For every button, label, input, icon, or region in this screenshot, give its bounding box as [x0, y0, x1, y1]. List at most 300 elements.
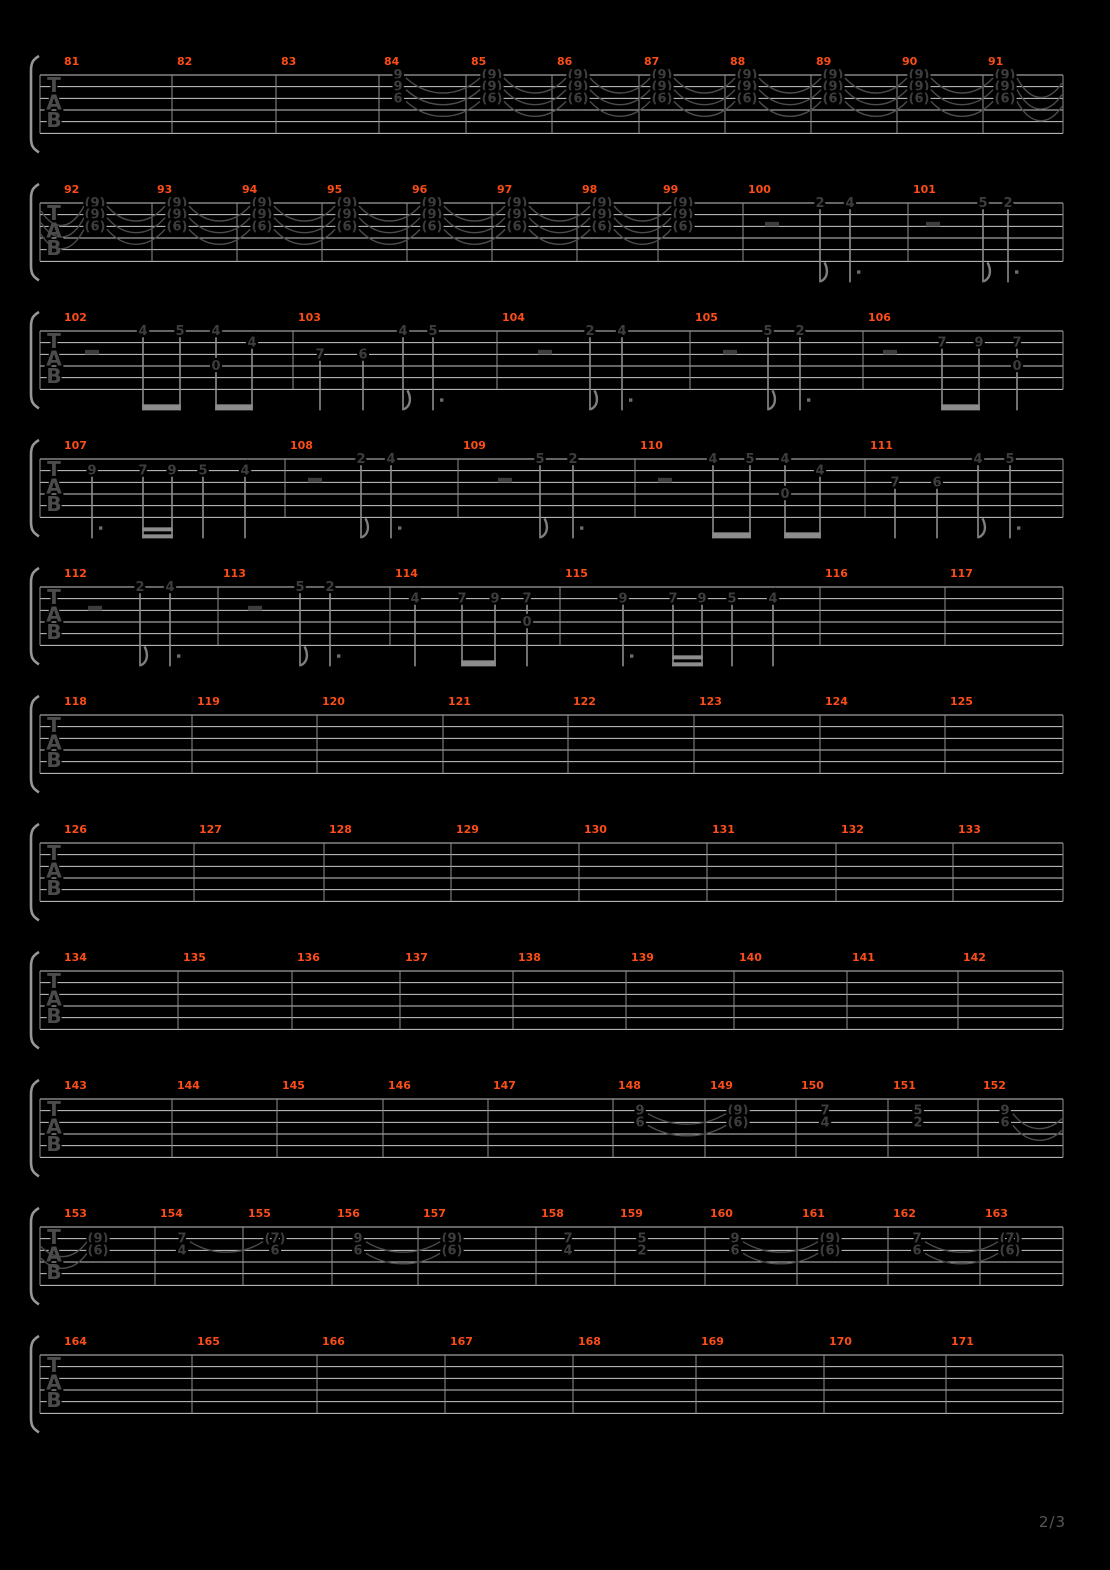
measure-number: 113	[223, 567, 246, 580]
measure-number: 93	[157, 183, 173, 196]
fret-number: (7)	[999, 1231, 1021, 1247]
tie	[359, 218, 420, 233]
tie	[1017, 90, 1062, 109]
eighth-flag	[984, 262, 990, 281]
tie	[406, 101, 480, 116]
measure	[497, 311, 632, 410]
measure-number: 97	[497, 183, 513, 196]
fret-number: (9)	[166, 207, 188, 223]
tab-clef	[46, 585, 62, 644]
measure-number: 124	[825, 695, 848, 708]
fret-number: (6)	[166, 219, 188, 235]
tie	[529, 229, 590, 244]
half-rest	[498, 478, 512, 483]
tie	[189, 229, 250, 244]
fret-number: 4	[845, 196, 855, 211]
tie	[359, 229, 420, 244]
tab-clef-letter: A	[46, 1370, 62, 1395]
tie	[759, 78, 821, 93]
measure-number: 169	[701, 1335, 724, 1348]
system-bracket	[31, 952, 39, 1048]
measure-number: 165	[197, 1335, 220, 1348]
measure-number: 129	[456, 823, 479, 836]
fret-number: (9)	[591, 207, 613, 223]
tab-clef-letter: B	[46, 876, 62, 901]
system-bracket	[31, 1208, 39, 1304]
staff-system	[31, 1079, 1063, 1176]
staff-system	[31, 823, 1063, 920]
measure-number: 156	[337, 1207, 360, 1220]
tie	[614, 206, 671, 221]
fret-number: (9)	[672, 207, 694, 223]
measure-number: 130	[584, 823, 607, 836]
beam	[142, 534, 173, 538]
measure-number: 94	[242, 183, 258, 196]
fret-number: (6)	[994, 91, 1016, 107]
measure-number: 161	[802, 1207, 825, 1220]
measure-number: 164	[64, 1335, 87, 1348]
half-rest	[248, 606, 262, 611]
measure-number: 151	[893, 1079, 916, 1092]
fret-number: (9)	[591, 196, 613, 211]
fret-number: (9)	[819, 1231, 841, 1247]
fret-number: 5	[637, 1231, 647, 1247]
tab-clef	[46, 201, 62, 260]
fret-number: (9)	[481, 79, 503, 95]
tie	[359, 206, 420, 221]
tab-clef-letter: B	[46, 492, 62, 517]
measure-number: 159	[620, 1207, 643, 1220]
tab-clef-letter: T	[47, 969, 61, 993]
measure-number: 99	[663, 183, 679, 196]
measure-number: 83	[281, 55, 297, 68]
staff-system	[31, 1207, 1063, 1304]
fret-number: (9)	[506, 196, 528, 211]
fret-number: 2	[585, 324, 595, 339]
measure-number: 167	[450, 1335, 473, 1348]
measure	[390, 567, 527, 666]
fret-number: (9)	[994, 79, 1016, 95]
tie	[107, 206, 165, 221]
tab-clef-letter: A	[46, 730, 62, 755]
eighth-flag	[141, 646, 147, 665]
measure-number: 141	[852, 951, 875, 964]
fret-number: 5	[745, 452, 755, 467]
half-rest	[658, 478, 672, 483]
fret-number: 9	[974, 335, 984, 351]
measure-number: 100	[748, 183, 771, 196]
fret-number: (9)	[84, 207, 106, 223]
tab-clef-letter: T	[47, 585, 61, 609]
tab-clef-letter: T	[47, 841, 61, 865]
measure	[560, 567, 773, 666]
tab-clef-letter: A	[46, 346, 62, 371]
measure-number: 154	[160, 1207, 183, 1220]
fret-number: 4	[138, 324, 148, 339]
measure	[458, 439, 583, 538]
tie	[504, 78, 566, 93]
fret-number: (9)	[727, 1103, 749, 1119]
half-rest	[88, 606, 102, 611]
tab-clef-letter: T	[47, 1097, 61, 1121]
tab-clef-letter: A	[46, 602, 62, 627]
tab-clef	[46, 841, 62, 900]
staff-system	[31, 567, 1063, 666]
staff-system	[31, 311, 1063, 410]
fret-number: 4	[240, 463, 250, 479]
measure-number: 152	[983, 1079, 1006, 1092]
beam	[941, 404, 980, 410]
measure-number: 104	[502, 311, 525, 324]
fret-number: 9	[618, 591, 628, 607]
measure-number: 125	[950, 695, 973, 708]
rhythm-dot	[337, 654, 340, 657]
fret-number: 9	[635, 1103, 645, 1119]
fret-number: (6)	[819, 1243, 841, 1259]
fret-number: 4	[177, 1243, 187, 1259]
half-rest	[883, 350, 897, 355]
system-bracket	[31, 824, 39, 920]
fret-number: 7	[522, 591, 532, 607]
fret-number: 5	[428, 324, 438, 339]
rhythm-dot	[630, 654, 633, 657]
measure	[863, 311, 1063, 410]
fret-number: (6)	[336, 219, 358, 235]
rhythm-dot	[1015, 270, 1018, 273]
tie	[931, 101, 993, 116]
staff-system	[31, 695, 1063, 792]
system-bracket	[31, 440, 39, 536]
fret-number: 4	[617, 324, 627, 339]
tab-clef-letter: B	[46, 1004, 62, 1029]
fret-number: 5	[175, 324, 185, 339]
fret-number: (9)	[567, 68, 589, 83]
measure-number: 114	[395, 567, 418, 580]
measure-number: 166	[322, 1335, 345, 1348]
fret-number: 4	[165, 580, 175, 595]
measure-number: 147	[493, 1079, 516, 1092]
tie	[444, 218, 505, 233]
tab-clef-letter: T	[47, 457, 61, 481]
fret-number: (7)	[264, 1231, 286, 1247]
eighth-flag	[591, 390, 597, 409]
fret-number: 7	[315, 347, 325, 363]
tab-clef-letter: A	[46, 986, 62, 1011]
fret-number: 4	[820, 1115, 830, 1131]
fret-number: 9	[697, 591, 707, 607]
fret-number: 6	[270, 1243, 280, 1259]
fret-number: (6)	[736, 91, 758, 107]
fret-number: (9)	[567, 79, 589, 95]
eighth-flag	[979, 518, 985, 537]
beam	[784, 532, 821, 538]
fret-number: 7	[937, 335, 947, 351]
fret-number: 9	[393, 79, 403, 95]
tie	[1017, 101, 1062, 120]
fret-number: (9)	[908, 68, 930, 83]
measure-number: 155	[248, 1207, 271, 1220]
fret-number: 0	[211, 359, 221, 375]
measure-number: 122	[573, 695, 596, 708]
fret-number: (9)	[651, 68, 673, 83]
measure-number: 101	[913, 183, 936, 196]
tie	[274, 206, 335, 221]
fret-number: (6)	[84, 219, 106, 235]
measure-number: 137	[405, 951, 428, 964]
measure-number: 168	[578, 1335, 601, 1348]
fret-number: (6)	[481, 91, 503, 107]
fret-number: 9	[353, 1231, 363, 1247]
tie	[107, 229, 165, 244]
fret-number: 0	[780, 487, 790, 503]
tab-clef	[46, 1225, 62, 1284]
measure-number: 81	[64, 55, 80, 68]
fret-number: 7	[912, 1231, 922, 1247]
measure-number: 120	[322, 695, 345, 708]
fret-number: 5	[535, 452, 545, 467]
fret-number: 9	[393, 68, 403, 83]
tie	[614, 229, 671, 244]
tie	[845, 101, 907, 116]
measure-number: 96	[412, 183, 428, 196]
measure-number: 133	[958, 823, 981, 836]
fret-number: 2	[356, 452, 366, 467]
rhythm-dot	[177, 654, 180, 657]
fret-number: (9)	[441, 1231, 463, 1247]
measure-number: 117	[950, 567, 973, 580]
measure-number: 160	[710, 1207, 733, 1220]
fret-number: (6)	[421, 219, 443, 235]
measure-number: 127	[199, 823, 222, 836]
half-rest	[538, 350, 552, 355]
measure-number: 163	[985, 1207, 1008, 1220]
tie	[504, 101, 566, 116]
fret-number: 4	[708, 452, 718, 467]
fret-number: (6)	[999, 1243, 1021, 1259]
tab-clef	[46, 1353, 62, 1412]
tie	[931, 78, 993, 93]
fret-number: 6	[358, 347, 368, 363]
fret-number: 4	[768, 591, 778, 607]
tie	[406, 90, 480, 105]
measure-number: 87	[644, 55, 660, 68]
fret-number: 7	[563, 1231, 573, 1247]
measure-number: 92	[64, 183, 80, 196]
tab-clef	[46, 457, 62, 516]
fret-number: (6)	[567, 91, 589, 107]
fret-number: 5	[763, 324, 773, 339]
tie	[931, 90, 993, 105]
fret-number: (9)	[506, 207, 528, 223]
beam	[461, 660, 496, 666]
measure-number: 126	[64, 823, 87, 836]
tie	[107, 218, 165, 233]
tie	[529, 206, 590, 221]
tab-clef-letter: B	[46, 1132, 62, 1157]
measure-number: 142	[963, 951, 986, 964]
system-bracket	[31, 184, 39, 280]
fret-number: (6)	[651, 91, 673, 107]
measure-number: 98	[582, 183, 598, 196]
measure-number: 107	[64, 439, 87, 452]
eighth-flag	[821, 262, 827, 281]
measure-number: 146	[388, 1079, 411, 1092]
tie	[845, 90, 907, 105]
measure-number: 88	[730, 55, 746, 68]
tie	[189, 206, 250, 221]
fret-number: 4	[815, 463, 825, 479]
tie	[759, 90, 821, 105]
fret-number: (9)	[672, 196, 694, 211]
eighth-flag	[769, 390, 775, 409]
fret-number: (9)	[736, 79, 758, 95]
half-rest	[308, 478, 322, 483]
tab-clef-letter: T	[47, 713, 61, 737]
tie	[614, 218, 671, 233]
fret-number: 4	[398, 324, 408, 339]
fret-number: 7	[1012, 335, 1022, 351]
fret-number: 5	[1005, 452, 1015, 467]
fret-number: 2	[135, 580, 145, 595]
tie	[274, 229, 335, 244]
measure	[635, 439, 821, 538]
fret-number: 2	[913, 1115, 923, 1131]
measure-number: 106	[868, 311, 891, 324]
system-bracket	[31, 312, 39, 408]
rhythm-dot	[580, 526, 583, 529]
system-bracket	[31, 696, 39, 792]
measure-number: 150	[801, 1079, 824, 1092]
tab-clef	[46, 969, 62, 1028]
measure-number: 115	[565, 567, 588, 580]
fret-number: (9)	[166, 196, 188, 211]
half-rest	[926, 222, 940, 227]
fret-number: 2	[815, 196, 825, 211]
measure-number: 153	[64, 1207, 87, 1220]
fret-number: 4	[386, 452, 396, 467]
measure-number: 95	[327, 183, 343, 196]
fret-number: 6	[932, 475, 942, 491]
measure-number: 171	[951, 1335, 974, 1348]
measure-number: 112	[64, 567, 87, 580]
tie	[444, 206, 505, 221]
fret-number: (9)	[84, 196, 106, 211]
measure-number: 139	[631, 951, 654, 964]
tie	[1013, 1125, 1062, 1140]
tie	[759, 101, 821, 116]
tie	[504, 90, 566, 105]
tab-clef-letter: A	[46, 1242, 62, 1267]
tab-clef	[46, 713, 62, 772]
measure-number: 138	[518, 951, 541, 964]
fret-number: (9)	[651, 79, 673, 95]
measure-number: 102	[64, 311, 87, 324]
measure-number: 90	[902, 55, 918, 68]
measure-number: 144	[177, 1079, 200, 1092]
fret-number: 7	[668, 591, 678, 607]
eighth-flag	[404, 390, 410, 409]
staff-system	[31, 439, 1063, 538]
measure-number: 145	[282, 1079, 305, 1092]
fret-number: (9)	[336, 196, 358, 211]
tab-clef-letter: T	[47, 329, 61, 353]
fret-number: 5	[295, 580, 305, 595]
tie	[189, 218, 250, 233]
fret-number: 4	[973, 452, 983, 467]
beam	[712, 532, 751, 538]
measure	[40, 439, 245, 538]
page-indicator: 2/3	[1038, 1513, 1066, 1531]
tie	[674, 90, 735, 105]
measure	[218, 567, 340, 666]
fret-number: (6)	[908, 91, 930, 107]
measure-number: 109	[463, 439, 486, 452]
tab-clef-letter: B	[46, 1260, 62, 1285]
measure-number: 89	[816, 55, 832, 68]
rhythm-dot	[440, 398, 443, 401]
fret-number: 5	[978, 196, 988, 211]
measure-number: 111	[870, 439, 893, 452]
fret-number: 4	[563, 1243, 573, 1259]
tab-clef-letter: A	[46, 858, 62, 883]
staff-system	[31, 55, 1063, 152]
fret-number: 6	[1000, 1115, 1010, 1131]
measure-number: 143	[64, 1079, 87, 1092]
fret-number: 4	[211, 324, 221, 339]
fret-number: 7	[177, 1231, 187, 1247]
fret-number: (9)	[822, 79, 844, 95]
tab-clef	[46, 329, 62, 388]
beam	[672, 655, 703, 659]
tie	[406, 78, 480, 93]
tie	[674, 101, 735, 116]
measure-number: 148	[618, 1079, 641, 1092]
measure-number: 105	[695, 311, 718, 324]
half-rest	[723, 350, 737, 355]
fret-number: 0	[1012, 359, 1022, 375]
fret-number: (9)	[251, 207, 273, 223]
staff-system	[31, 1335, 1063, 1432]
tab-clef-letter: A	[46, 474, 62, 499]
tab-clef-letter: T	[47, 1225, 61, 1249]
fret-number: (6)	[251, 219, 273, 235]
fret-number: 2	[1003, 196, 1013, 211]
fret-number: (9)	[87, 1231, 109, 1247]
fret-number: 9	[167, 463, 177, 479]
measure-number: 158	[541, 1207, 564, 1220]
tab-clef	[46, 1097, 62, 1156]
fret-number: 9	[490, 591, 500, 607]
rhythm-dot	[807, 398, 810, 401]
staff-system	[31, 951, 1063, 1048]
fret-number: 5	[913, 1103, 923, 1119]
fret-number: (9)	[336, 207, 358, 223]
fret-number: 2	[568, 452, 578, 467]
tie	[590, 101, 650, 116]
measure-number: 119	[197, 695, 220, 708]
fret-number: (9)	[251, 196, 273, 211]
fret-number: 7	[890, 475, 900, 491]
fret-number: 5	[198, 463, 208, 479]
measure-number: 132	[841, 823, 864, 836]
measure-number: 123	[699, 695, 722, 708]
fret-number: (9)	[994, 68, 1016, 83]
staff-system	[31, 183, 1063, 282]
fret-number: 6	[912, 1243, 922, 1259]
tie	[1013, 1114, 1062, 1129]
rhythm-dot	[1017, 526, 1020, 529]
rhythm-dot	[99, 526, 102, 529]
